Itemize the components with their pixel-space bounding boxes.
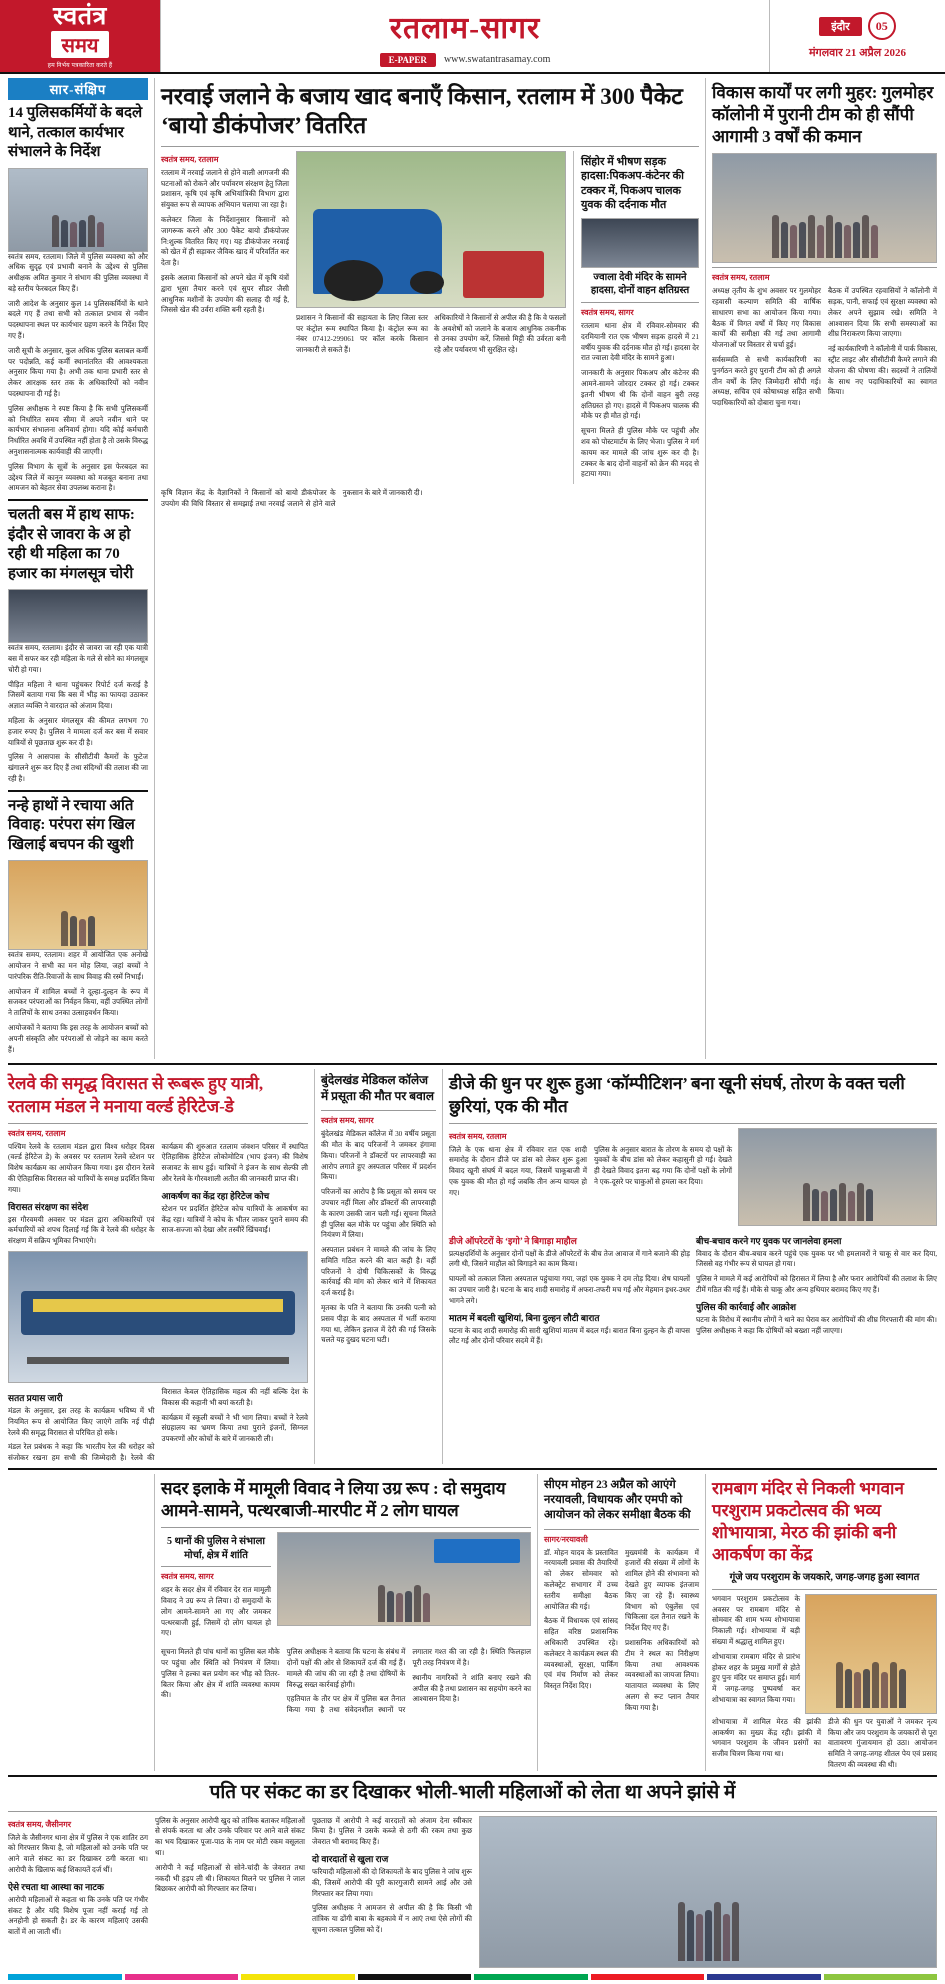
- dj-sub4-head: पुलिस की कार्रवाई और आक्रोश: [696, 1301, 796, 1312]
- epaper-url[interactable]: www.swatantrasamay.com: [443, 54, 551, 65]
- lead-body-p1: रतलाम में नरवाई जलाने से होने वाली आगजनी की घटनाओं को रोकने और पर्यावरण संरक्षण हेतु जिला प्रशासन, कृषि एवं कृषि अभियांत्रिकी विभाग द्वारा संयुक्त रूप से व्यापक अभियान चलाया जा रहा है।: [161, 168, 289, 210]
- meeting-body-p1: डॉ. मोहन यादव के प्रस्तावित नरयावली प्रवास की तैयारियों को लेकर सोमवार को कलेक्ट्रेट सभागार में उच्च स्तरीय समीक्षा बैठक आयोजित की गई।: [544, 1548, 618, 1611]
- brief-body-1-p5: पुलिस विभाग के सूत्रों के अनुसार इस फेरबदल का उद्देश्य जिले में कानून व्यवस्था को मजबूत बनाना तथा आमजन को बेहतर सेवा उपलब्ध कराना है।: [8, 462, 148, 493]
- brief-body-2-p1: स्वतंत्र समय, रतलाम। इंदौर से जावरा जा रही एक यात्री बस में सफर कर रही महिला के गले से सोने का मंगलसूत्र चोरी हो गया।: [8, 644, 148, 674]
- sadar-body-p4: एहतियात के तौर पर क्षेत्र में पुलिस बल तैनात किया गया है तथा संवेदनशील स्थानों पर लगातार गश्त की जा रही है। स्थिति फिलहाल पूरी तरह नियंत्रण में है।: [286, 1648, 531, 1715]
- sadar-photo: [277, 1532, 531, 1626]
- dj-sub2-body: घटना के बाद शादी समारोह की सारी खुशियां मातम में बदल गईं। बारात बिना दुल्हन के ही वापस लौट गई और दोनों परिवार सदमे में हैं।: [449, 1326, 690, 1346]
- brief-body-1-p1: स्वतंत्र समय, रतलाम। जिले में पुलिस व्यवस्था को और अधिक सुदृढ़ एवं प्रभावी बनाने के उद्देश्य से पुलिस अधीक्षक अमित कुमार ने संभाग की पुलिस व्यवस्था में बड़े स्तरीय फेरबदल किए हैं।: [8, 252, 148, 293]
- dj-sub3-head: बीच-बचाव करने गए युवक पर जानलेवा हमला: [696, 1235, 842, 1246]
- city-page-row: [819, 12, 896, 40]
- parshuram-kicker: गूंजे जय परशुराम के जयकारे, जगह-जगह हुआ स्वागत: [729, 1572, 920, 1584]
- accident-photo: [581, 218, 699, 268]
- bottom-sub1-head: ऐसे रचता था आस्था का नाटक: [8, 1881, 104, 1892]
- dj-headline[interactable]: डीजे की धुन पर शुरू हुआ ‘कॉम्पीटिशन’ बना खूनी संघर्ष, तोरण के वक्त चली छुरियां, एक की मौत: [449, 1074, 905, 1116]
- middle-section: [0, 1069, 945, 1464]
- logo-tagline: हम निर्भय पत्रकारिता करते हैं: [47, 62, 113, 69]
- brief-body-2-p2: पीड़ित महिला ने थाना पहुंचकर रिपोर्ट दर्ज कराई है जिसमें बताया गया कि बस में भीड़ का फायदा उठाकर अज्ञात व्यक्ति ने वारदात को अंजाम दिया।: [8, 680, 148, 711]
- lead-byline: स्वतंत्र समय, रतलाम: [161, 154, 219, 164]
- accident-body-p1: रतलाम थाना क्षेत्र में रविवार-सोमवार की दरमियानी रात एक भीषण सड़क हादसे में 21 वर्षीय युवक की दर्दनाक मौत हो गई। हादसा देर रात ज्वाला देवी मंदिर के सामने हुआ।: [581, 321, 699, 363]
- brief-photo-1: [8, 168, 148, 252]
- medical-byline: स्वतंत्र समय, सागर: [321, 1116, 374, 1126]
- railway-body-p2: कार्यक्रम की शुरुआत रतलाम जंक्शन परिसर में स्थापित ऐतिहासिक हेरिटेज लोकोमोटिव (भाप इंजन) की विशेष सजावट के साथ हुई। यात्रियों ने इंजन के साथ सेल्फी ली और रेलवे के गौरवशाली अतीत की जानकारी प्राप्त की।: [161, 1142, 308, 1184]
- bottom-body-p2: पुलिस के अनुसार आरोपी खुद को तांत्रिक बताकर महिलाओं से संपर्क करता था और उनके परिवार पर आने वाले संकट का भय दिखाकर पूजा-पाठ के नाम पर मोटी रकम वसूलता था।: [155, 1816, 305, 1857]
- dj-body-p3: घायलों को तत्काल जिला अस्पताल पहुंचाया गया, जहां एक युवक ने दम तोड़ दिया। शेष घायलों का उपचार जारी है। घटना के बाद शादी समारोह में अफरा-तफरी मच गई और मेहमान इधर-उधर भागने लगे।: [449, 1275, 690, 1305]
- top-section: [0, 74, 945, 1059]
- railway-photo: [8, 1251, 308, 1383]
- railway-sub2-head: आकर्षण का केंद्र रहा हेरिटेज कोच: [161, 1190, 270, 1201]
- brief-photo-2: [8, 589, 148, 643]
- colony-photo: [712, 153, 937, 263]
- railway-body-p1: पश्चिम रेलवे के रतलाम मंडल द्वारा विश्व धरोहर दिवस (वर्ल्ड हेरिटेज डे) के अवसर पर रतलाम रेलवे स्टेशन पर विशेष कार्यक्रम का आयोजन किया गया। इस दौरान रेलवे की ऐतिहासिक विरासत को यात्रियों के समक्ष प्रदर्शित किया गया।: [8, 1142, 155, 1194]
- parshuram-body-p2: शोभायात्रा रामबाग मंदिर से प्रारंभ होकर शहर के प्रमुख मार्गों से होते हुए पुनः मंदिर पर समाप्त हुई। मार्ग में जगह-जगह पुष्पवर्षा कर शोभायात्रा का स्वागत किया गया।: [712, 1652, 800, 1705]
- lead-body-p6: कृषि विज्ञान केंद्र के वैज्ञानिकों ने किसानों को बायो डीकंपोजर के उपयोग की विधि विस्तार से समझाई तथा नरवाई जलाने से होने वाले नुकसान के बारे में जानकारी दी।: [161, 489, 423, 508]
- bottom-byline: स्वतंत्र समय, जैसीनगर: [8, 1819, 71, 1829]
- medical-body-p2: परिजनों का आरोप है कि प्रसूता को समय पर उपचार नहीं मिला और डॉक्टरों की लापरवाही के कारण उसकी जान चली गई। सूचना मिलते ही पुलिस बल मौके पर पहुंचा और स्थिति को नियंत्रण में लिया।: [321, 1188, 436, 1240]
- meeting-body-p2: बैठक में विधायक एवं सांसद सहित वरिष्ठ प्रशासनिक अधिकारी उपस्थित रहे। कलेक्टर ने कार्यक्रम स्थल की व्यवस्थाओं, सुरक्षा, पार्किंग एवं मंच निर्माण को लेकर विस्तृत निर्देश दिए।: [544, 1617, 618, 1691]
- masthead-center: [160, 0, 770, 72]
- sadar-byline: स्वतंत्र समय, सागर: [161, 1572, 214, 1582]
- lead-body-p5: अधिकारियों ने किसानों से अपील की है कि वे फसलों के अवशेषों को जलाने के बजाय आधुनिक तकनीक से उनका उपयोग करें, जिससे मिट्टी की उर्वरता बनी रहे और पर्यावरण भी सुरक्षित रहे।: [434, 313, 566, 355]
- sadar-body-p1: शहर के सदर क्षेत्र में रविवार देर रात मामूली विवाद ने उग्र रूप ले लिया। दो समुदायों के लोग आमने-सामने आ गए और जमकर पत्थरबाजी हुई, जिसमें दो लोग घायल हो गए।: [161, 1586, 271, 1638]
- railway-sub1-head: विरासत संरक्षण का संदेश: [8, 1201, 89, 1212]
- parshuram-headline[interactable]: रामबाग मंदिर से निकली भगवान परशुराम प्रकटोत्सव की भव्य शोभायात्रा, मेरठ की झांकी बनी आकर्षण का केंद्र: [712, 1479, 904, 1565]
- brief-headline-1[interactable]: 14 पुलिसकर्मियों के बदले थाने, तत्काल कार्यभार संभालने के निर्देश: [8, 105, 143, 160]
- accident-kicker: ज्वाला देवी मंदिर के सामने हादसा, दोनों वाहन क्षतिग्रस्त: [590, 271, 690, 297]
- bottom-body-p4: पूछताछ में आरोपी ने कई वारदातों को अंजाम देना स्वीकार किया है। पुलिस ने उसके कब्जे से ठगी की रकम तथा कुछ जेवरात भी बरामद किए हैं।: [312, 1816, 472, 1847]
- lead-headline[interactable]: नरवाई जलाने के बजाय खाद बनाएँ किसान, रतलाम में 300 पैकेट ‘बायो डीकंपोजर’ वितरित: [161, 84, 683, 139]
- epaper-row: [380, 53, 551, 67]
- sadar-body-p2: सूचना मिलते ही पांच थानों का पुलिस बल मौके पर पहुंचा और स्थिति को नियंत्रण में लिया। पुलिस ने हल्का बल प्रयोग कर भीड़ को तितर-बितर किया और क्षेत्र में शांति व्यवस्था कायम की।: [161, 1648, 280, 1700]
- brief-body-1-p4: पुलिस अधीक्षक ने स्पष्ट किया है कि सभी पुलिसकर्मी को निर्धारित समय सीमा में अपने नवीन थाने पर कार्यभार संभालना अनिवार्य होगा। यदि कोई कर्मचारी निर्धारित अवधि में उपस्थित नहीं होता है तो उसके विरुद्ध अनुशासनात्मक कार्यवाही की जाएगी।: [8, 404, 148, 457]
- dj-sub1-body: प्रत्यक्षदर्शियों के अनुसार दोनों पक्षों के डीजे ऑपरेटरों के बीच तेज आवाज में गाने बजाने की होड़ लगी थी, जिसने माहौल को बिगाड़ने का काम किया।: [449, 1249, 690, 1269]
- brief-body-2-p3: महिला के अनुसार मंगलसूत्र की कीमत लगभग 70 हजार रुपए है। पुलिस ने मामला दर्ज कर बस में सवार यात्रियों से पूछताछ शुरू कर दी है।: [8, 717, 148, 747]
- dj-sub3-body: विवाद के दौरान बीच-बचाव करने पहुंचे एक युवक पर भी हमलावरों ने चाकू से वार कर दिया, जिससे वह गंभीर रूप से घायल हो गया।: [696, 1249, 937, 1269]
- railway-sub3-body: मंडल के अनुसार, इस तरह के कार्यक्रम भविष्य में भी नियमित रूप से आयोजित किए जाएंगे ताकि नई पीढ़ी रेलवे की समृद्ध विरासत से परिचित हो सके।: [8, 1407, 155, 1437]
- section-header-sar: सार-संक्षिप: [8, 78, 148, 100]
- lead-body-p2: कलेक्टर जिला के निर्देशानुसार किसानों को जागरूक करने और 300 पैकेट बायो डीकंपोजर नि:शुल्क वितरित किए गए। यह डीकंपोजर नरवाई को खेत में ही सड़ाकर जैविक खाद में परिवर्तित कर देता है।: [161, 216, 289, 268]
- masthead: [0, 0, 945, 74]
- lead-photo-tractor: [296, 151, 566, 308]
- accident-byline: स्वतंत्र समय, सागर: [581, 307, 634, 317]
- color-calibration-strip: [0, 1968, 945, 1984]
- logo-main-text: स्वतंत्र: [53, 2, 107, 30]
- bottom-body-p1: जिले के जैसीनगर थाना क्षेत्र में पुलिस ने एक शातिर ठग को गिरफ्तार किया है, जो महिलाओं को उनके पति पर आने वाले संकट का डर दिखाकर ठगी करता था। आरोपी के खिलाफ कई शिकायतें दर्ज थीं।: [8, 1833, 148, 1874]
- bottom-body-p3: आरोपी ने कई महिलाओं से सोने-चांदी के जेवरात तथा नकदी भी हड़प ली थी। शिकायत मिलने पर पुलिस ने जाल बिछाकर आरोपी को गिरफ्तार कर लिया।: [155, 1863, 305, 1894]
- railway-headline[interactable]: रेलवे की समृद्ध विरासत से रूबरू हुए यात्री, रतलाम मंडल ने मनाया वर्ल्ड हेरिटेज-डे: [8, 1074, 264, 1116]
- meeting-headline[interactable]: सीएम मोहन 23 अप्रैल को आएंगे नरयावली, विधायक और एमपी को आयोजन को लेकर समीक्षा बैठक की: [544, 1479, 691, 1522]
- meeting-body-p3: मुख्यमंत्री के कार्यक्रम में हजारों की संख्या में लोगों के शामिल होने की संभावना को देखते हुए व्यापक इंतजाम किए जा रहे हैं। स्वास्थ्य विभाग को एंबुलेंस एवं चिकित्सा दल तैनात रखने के निर्देश दिए गए हैं।: [625, 1548, 699, 1633]
- parshuram-body-p1: भगवान परशुराम प्रकटोत्सव के अवसर पर रामबाग मंदिर से सोमवार की शाम भव्य शोभायात्रा निकाली गई। शोभायात्रा में बड़ी संख्या में श्रद्धालु शामिल हुए।: [712, 1594, 800, 1647]
- sadar-body-p5: स्थानीय नागरिकों ने शांति बनाए रखने की अपील की है तथा प्रशासन का सहयोग करने का आश्वासन दिया है।: [412, 1673, 531, 1704]
- colony-body-p2: सर्वसम्मति से सभी कार्यकारिणी का पुनर्गठन करते हुए पुरानी टीम को ही अगले तीन वर्षों के लिए जिम्मेदारी सौंपी गई। अध्यक्ष, सचिव एवं कोषाध्यक्ष सहित सभी पदाधिकारियों को दोबारा चुना गया।: [712, 356, 821, 408]
- brief-body-3-p2: आयोजन में शामिल बच्चों ने दूल्हा-दुल्हन के रूप में सजकर परंपराओं का निर्वहन किया, वहीं उपस्थित लोगों ने तालियों के साथ उनका उत्साहवर्धन किया।: [8, 987, 148, 1018]
- brief-headline-2[interactable]: चलती बस में हाथ साफ: इंदौर से जावरा के अ हो रही थी महिला का 70 हजार का मंगलसूत्र चोरी: [8, 507, 135, 582]
- meeting-body-p4: प्रशासनिक अधिकारियों को टीम ने स्थल का निरीक्षण किया तथा आवश्यक व्यवस्थाओं का जायजा लिया। यातायात व्यवस्था के लिए अलग से रूट प्लान तैयार किया गया है।: [625, 1638, 699, 1712]
- bottom-body-p5: पुलिस अधीक्षक ने आमजन से अपील की है कि किसी भी तांत्रिक या ढोंगी बाबा के बहकावे में न आएं तथा ऐसे लोगों की सूचना तत्काल पुलिस को दें।: [312, 1904, 472, 1934]
- brief-body-2-p4: पुलिस ने आसपास के सीसीटीवी कैमरों के फुटेज खंगालने शुरू कर दिए हैं तथा संदिग्धों की तलाश की जा रही है।: [8, 753, 148, 783]
- parshuram-story: [712, 1474, 937, 1771]
- dj-body-p4: पुलिस ने मामले में कई आरोपियों को हिरासत में लिया है और फरार आरोपियों की तलाश के लिए टीमें गठित की गई हैं। मौके से चाकू और अन्य हथियार बरामद किए गए हैं।: [696, 1275, 937, 1295]
- brief-body-3-p1: स्वतंत्र समय, रतलाम। शहर में आयोजित एक अनोखे आयोजन ने सभी का मन मोह लिया, जहां बच्चों ने पारंपरिक रीति-रिवाजों के साथ विवाह की रस्में निभाईं।: [8, 951, 148, 981]
- brief-body-1-p2: जारी आदेश के अनुसार कुल 14 पुलिसकर्मियों के थाने बदले गए हैं तथा सभी को तत्काल प्रभाव से नवीन पदस्थापना स्थल पर कार्यभार ग्रहण करने के निर्देश दिए गए हैं।: [8, 299, 148, 341]
- right-column: [712, 78, 937, 1059]
- center-column: [161, 78, 699, 1059]
- lead-body-p3: इसके अलावा किसानों को अपने खेत में कृषि यंत्रों द्वारा भूसा तैयार करने एवं सुपर सीडर जैसी आधुनिक मशीनों के उपयोग की सलाह दी गई है, जिससे खेत की उर्वरा शक्ति बनी रहती है।: [161, 274, 289, 315]
- dj-sub1-head: डीजे ऑपरेटरों के ‘इगो’ ने बिगाड़ा माहौल: [449, 1235, 577, 1246]
- colony-byline: स्वतंत्र समय, रतलाम: [712, 273, 770, 283]
- meeting-story: [544, 1474, 699, 1771]
- railway-sub2-body: स्टेशन पर प्रदर्शित हेरिटेज कोच यात्रियों के आकर्षण का केंद्र रहा। यात्रियों ने कोच के भीतर जाकर पुराने समय की साज-सज्जा को देखा और तस्वीरें खिंचवाईं।: [161, 1204, 308, 1235]
- brief-body-3-p3: आयोजकों ने बताया कि इस तरह के आयोजन बच्चों को अपनी संस्कृति और परंपराओं से जोड़ने का काम करते हैं।: [8, 1024, 148, 1054]
- parshuram-body-p4: डीजे की धुन पर युवाओं ने जमकर नृत्य किया और जय परशुराम के जयकारों से पूरा वातावरण गुंजायमान हो उठा। आयोजन समिति ने जगह-जगह शीतल पेय एवं प्रसाद वितरण की व्यवस्था की थी।: [828, 1717, 937, 1770]
- edition-city: इंदौर: [819, 17, 862, 36]
- sadar-kicker: 5 थानों की पुलिस ने संभाला मोर्चा, क्षेत्र में शांति: [167, 1536, 265, 1561]
- lower-section: [0, 1474, 945, 1771]
- dj-story: [449, 1069, 937, 1464]
- page-number: 05: [868, 12, 896, 40]
- railway-byline: स्वतंत्र समय, रतलाम: [8, 1128, 66, 1138]
- issue-date: मंगलवार 21 अप्रैल 2026: [808, 47, 907, 59]
- sadar-headline[interactable]: सदर इलाके में मामूली विवाद ने लिया उग्र रूप : दो समुदाय आमने-सामने, पत्थरबाजी-मारपीट में 2 लोग घायल: [161, 1479, 506, 1521]
- medical-body-p3: अस्पताल प्रबंधन ने मामले की जांच के लिए समिति गठित करने की बात कही है। वहीं परिजनों ने दोषी चिकित्सकों के विरुद्ध कार्रवाई की मांग को लेकर थाने में शिकायत दर्ज कराई है।: [321, 1246, 436, 1298]
- parshuram-body-p3: शोभायात्रा में शामिल मेरठ की झांकी आकर्षण का मुख्य केंद्र रही। झांकी में भगवान परशुराम के जीवन प्रसंगों का सजीव चित्रण किया गया था।: [712, 1717, 821, 1759]
- left-column: [8, 78, 148, 1059]
- logo-sub-text: समय: [51, 31, 108, 58]
- bottom-sub1-body: आरोपी महिलाओं से कहता था कि उनके पति पर गंभीर संकट है और यदि विशेष पूजा नहीं कराई गई तो अनहोनी हो सकती है। डर के कारण महिलाएं उसकी बातों में आ जाती थीं।: [8, 1895, 148, 1937]
- accident-body-p2: जानकारी के अनुसार पिकअप और कंटेनर की आमने-सामने जोरदार टक्कर हो गई। टक्कर इतनी भीषण थी कि दोनों वाहन बुरी तरह क्षतिग्रस्त हो गए। हादसे में पिकअप चालक की मौके पर ही मौत हो गई।: [581, 369, 699, 421]
- colony-body-p3: बैठक में उपस्थित रहवासियों ने कॉलोनी में सड़क, पानी, सफाई एवं सुरक्षा व्यवस्था को लेकर अपने सुझाव रखे। समिति ने आश्वासन दिया कि सभी समस्याओं का शीघ्र निराकरण किया जाएगा।: [828, 287, 937, 339]
- accident-headline[interactable]: सिंहोर में भीषण सड़क हादसा:पिकअप-कंटेनर की टक्कर में, पिकअप चालक युवक की दर्दनाक मौत: [581, 155, 684, 212]
- bottom-sub2-body: फरियादी महिलाओं की दो शिकायतों के बाद पुलिस ने जांच शुरू की, जिसमें आरोपी की पूरी कारगुजारी सामने आई और उसे गिरफ्तार कर लिया गया।: [312, 1867, 472, 1898]
- dj-sub4-body: घटना के विरोध में स्थानीय लोगों ने थाने का घेराव कर आरोपियों की शीघ्र गिरफ्तारी की मांग की। पुलिस अधीक्षक ने कहा कि दोषियों को बख्शा नहीं जाएगा।: [696, 1315, 937, 1335]
- lead-body-p4: प्रशासन ने किसानों की सहायता के लिए जिला स्तर पर कंट्रोल रूम स्थापित किया है। कंट्रोल रूम का नंबर 07412-299061 पर कॉल करके किसान जानकारी ले सकते हैं।: [296, 313, 428, 355]
- bottom-story: [0, 1781, 945, 1968]
- railway-sub1-body: इस गौरवमयी अवसर पर मंडल द्वारा अधिकारियों एवं कर्मचारियों को शपथ दिलाई गई कि वे रेलवे की धरोहर के संरक्षण में सक्रिय भूमिका निभाएंगे।: [8, 1215, 155, 1246]
- colony-body-p1: अध्यक्ष तृतीय के शुभ अवसर पर गुलमोहर रहवासी कल्याण समिति की वार्षिक साधारण सभा का आयोजन किया गया। बैठक में विगत वर्षों में किए गए विकास कार्यों की समीक्षा की गई तथा आगामी योजनाओं पर विस्तार से चर्चा हुई।: [712, 287, 821, 350]
- medical-body-p4: मृतका के पति ने बताया कि उनकी पत्नी को प्रसव पीड़ा के बाद अस्पताल में भर्ती कराया गया था, लेकिन इलाज में देरी की गई जिसके चलते यह दुखद घटना घटी।: [321, 1304, 436, 1345]
- brief-headline-3[interactable]: नन्हे हाथों ने रचाया अति विवाह: परंपरा संग खिल खिलाई बचपन की खुशी: [8, 797, 135, 853]
- newspaper-logo: [0, 0, 160, 72]
- sadar-story: [161, 1474, 531, 1771]
- railway-body-p3: मंडल रेल प्रबंधक ने कहा कि भारतीय रेल की धरोहर को संजोकर रखना हम सभी की जिम्मेदारी है। रेलवे की विरासत केवल ऐतिहासिक महत्व की नहीं बल्कि देश के विकास की कहानी भी बयां करती है।: [8, 1388, 308, 1463]
- dj-body-p2: पुलिस के अनुसार बारात के तोरण के समय दो पक्षों के युवकों के बीच डांस को लेकर कहासुनी हो गई। देखते ही देखते विवाद इतना बढ़ गया कि दोनों पक्षों के लोगों ने एक-दूसरे पर चाकुओं से हमला कर दिया।: [594, 1145, 733, 1187]
- masthead-right: [770, 0, 945, 72]
- meeting-byline: सागर/नरयावली: [544, 1534, 588, 1544]
- dj-sub2-head: मातम में बदली खुशियां, बिना दुल्हन लौटी बारात: [449, 1312, 600, 1323]
- medical-body-p1: बुंदेलखंड मेडिकल कॉलेज में 30 वर्षीय प्रसूता की मौत के बाद परिजनों ने जमकर हंगामा किया। परिजनों ने डॉक्टरों पर लापरवाही का आरोप लगाते हुए अस्पताल परिसर में प्रदर्शन किया।: [321, 1130, 436, 1182]
- dj-body-p1: जिले के एक थाना क्षेत्र में रविवार रात एक शादी समारोह के दौरान डीजे पर डांस को लेकर शुरू हुआ विवाद खूनी संघर्ष में बदल गया, जिसमें चाकूबाजी में एक युवक की मौत हो गई जबकि तीन अन्य घायल हो गए।: [449, 1145, 588, 1197]
- medical-headline[interactable]: बुंदेलखंड मेडिकल कॉलेज में प्रसूता की मौत पर बवाल: [321, 1073, 435, 1104]
- dj-photo: [738, 1128, 937, 1226]
- epaper-badge[interactable]: E-PAPER: [380, 53, 436, 67]
- dj-byline: स्वतंत्र समय, रतलाम: [449, 1131, 507, 1141]
- medical-story: [321, 1069, 436, 1464]
- railway-body-p4: कार्यक्रम में स्कूली बच्चों ने भी भाग लिया। बच्चों ने रेलवे संग्रहालय का भ्रमण किया तथा पुराने इंजनों, सिग्नल उपकरणों और कोचों के बारे में जानकारी ली।: [161, 1413, 308, 1444]
- bottom-photo-police: [479, 1816, 937, 1968]
- railway-sub3-head: सतत प्रयास जारी: [8, 1393, 63, 1404]
- colony-headline[interactable]: विकास कार्यों पर लगी मुहर: गुलमोहर कॉलोनी में पुरानी टीम को ही सौंपी आगामी 3 वर्षों की कमान: [712, 83, 934, 147]
- brief-photo-3: [8, 860, 148, 950]
- sadar-body-p3: पुलिस अधीक्षक ने बताया कि घटना के संबंध में दोनों पक्षों की ओर से शिकायतें दर्ज की गई हैं। मामले की जांच की जा रही है तथा दोषियों के विरुद्ध सख्त कार्रवाई होगी।: [286, 1648, 406, 1689]
- page-title: रतलाम-सागर: [389, 11, 541, 45]
- accident-body-p3: सूचना मिलते ही पुलिस मौके पर पहुंची और शव को पोस्टमार्टम के लिए भेजा। पुलिस ने मर्ग कायम कर मामले की जांच शुरू कर दी है। टक्कर के बाद दोनों वाहनों को क्रेन की मदद से हटाया गया।: [581, 427, 699, 479]
- brief-body-1-p3: जारी सूची के अनुसार, कुल अधिक पुलिस बलाबल कर्मी पर पदोन्नति, कई कर्मी स्थानांतरित की आवश्यकता अनुसार किया गया है। अभी तक थाना प्रभारी स्तर से लेकर आरक्षक स्तर तक के अधिकारियों को नवीन पदस्थापना दी गई है।: [8, 346, 148, 399]
- parshuram-photo: [805, 1594, 937, 1714]
- bottom-sub2-head: दो वारदातों से खुला राज: [312, 1853, 389, 1864]
- railway-story: [8, 1069, 308, 1464]
- bottom-headline[interactable]: पति पर संकट का डर दिखाकर भोली-भाली महिलाओं को लेता था अपने झांसे में: [209, 1781, 736, 1803]
- colony-body-p4: नई कार्यकारिणी ने कॉलोनी में पार्क विकास, स्ट्रीट लाइट और सीसीटीवी कैमरे लगाने की योजना की घोषणा की। सदस्यों ने तालियों के साथ नए पदाधिकारियों का स्वागत किया।: [828, 345, 937, 397]
